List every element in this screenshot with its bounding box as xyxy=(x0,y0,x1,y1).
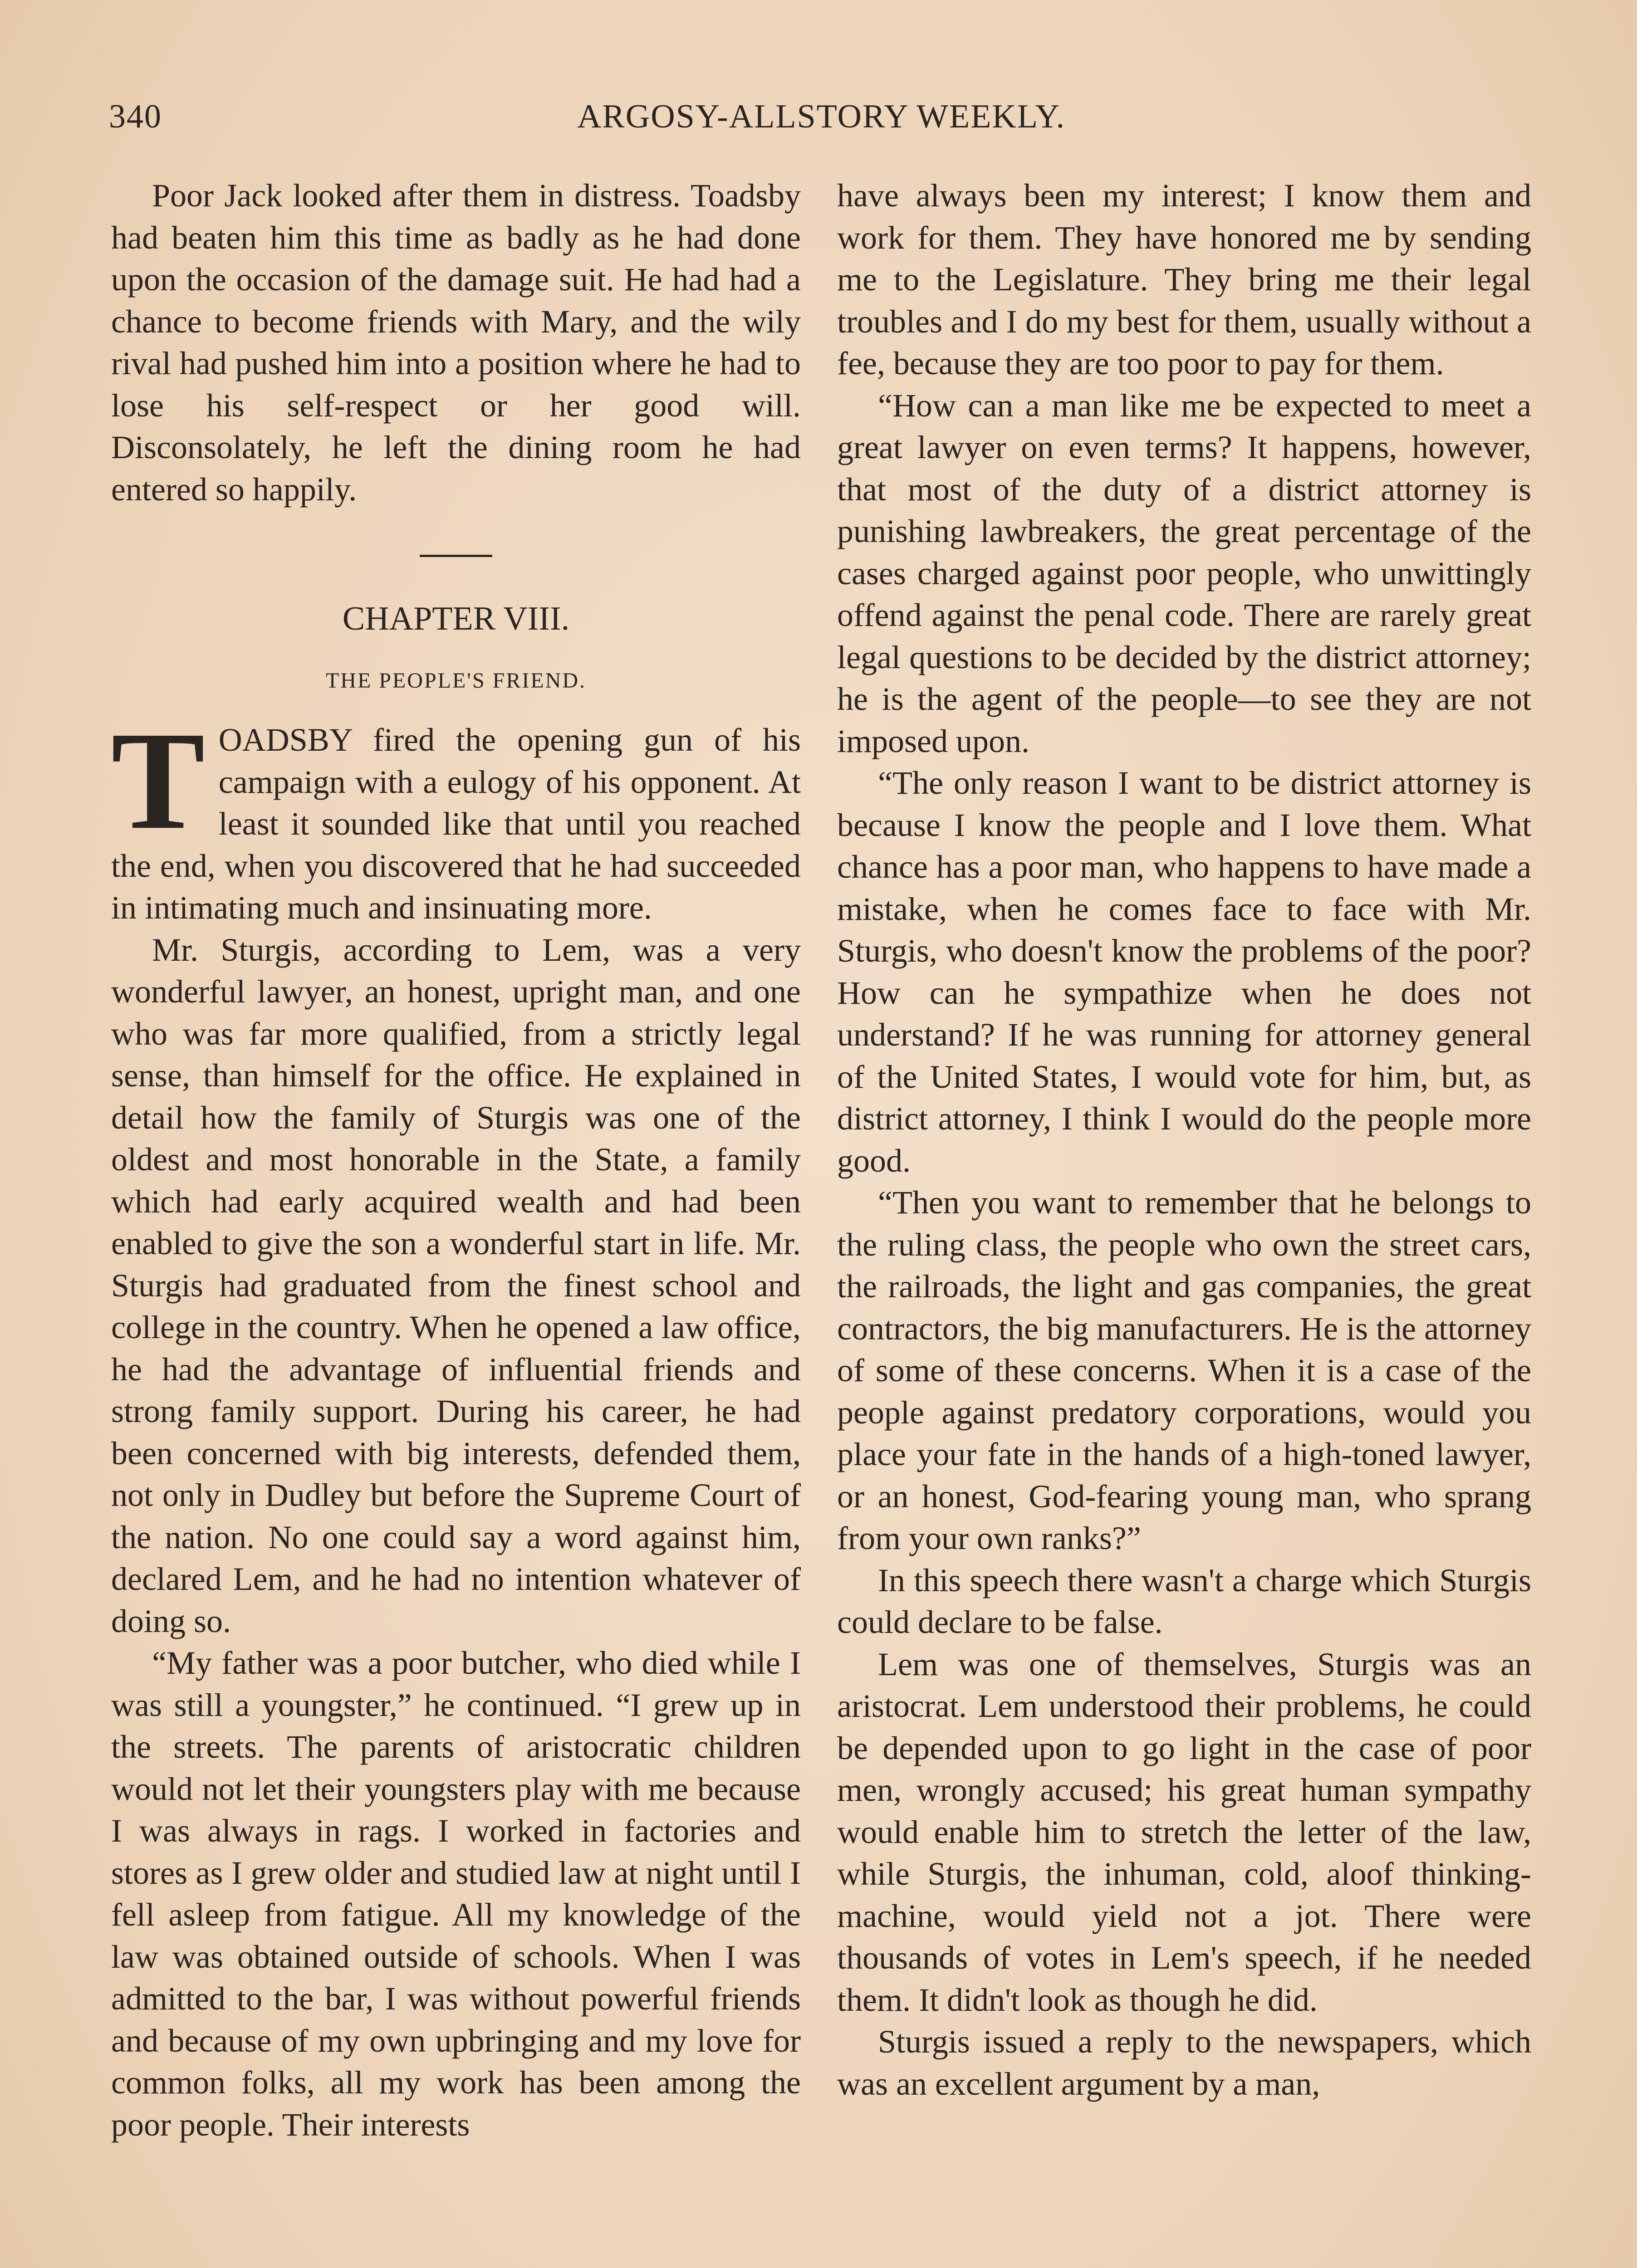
chapter-opening-paragraph xyxy=(111,703,801,929)
right-column xyxy=(837,175,1531,2105)
page-header xyxy=(109,98,1534,152)
paragraph: “My father was a poor butcher, who died while I was still a youngster,” he continued. “I grew up in the streets. The parents of aristocratic children would not let their youngsters play with me because I was always in rags. I worked in factories and stores as I grew older and studied law at night until I fell asleep from fatigue. All my knowledge of the law was obtained outside of schools. When I was admitted to the bar, I was without powerful friends and because of my own upbringing and my love for common folks, all my work has been among the poor people. Their interests xyxy=(111,1645,801,2143)
paragraph: Poor Jack looked after them in distress. Toadsby had beaten him this time as badly as he had done upon the occasion of the damage suit. He had had a chance to become friends with Mary, and the wily rival had pushed him into a position where he had to lose his self-respect or her good will. Disconsolately, he left the dining room he had entered so happily. xyxy=(111,177,801,508)
paragraph: Sturgis issued a reply to the newspapers, which was an excellent argument by a man, xyxy=(837,2024,1531,2102)
masthead-title: ARGOSY-ALLSTORY WEEKLY. xyxy=(577,98,1066,135)
chapter-title: CHAPTER VIII. xyxy=(342,600,570,637)
paragraph: “The only reason I want to be district attorney is because I know the people and I love them. What chance has a poor man, who happens to have made a mistake, when he comes face to face with Mr. Sturgis, who doesn't know the problems of the poor? How can he sympathize when he does not understand? If he was running for attorney general of the United States, I would vote for him, but, as district attorney, I think I would do the people more good. xyxy=(837,765,1531,1179)
paragraph: “How can a man like me be expected to meet a great lawyer on even terms? It happens, however, that most of the duty of a district attorney is punishing lawbreakers, the great percentage of the cases charged against poor people, who unwittingly offend against the penal code. There are rarely great legal questions to be decided by the district attorney; he is the agent of the people—to see they are not imposed upon. xyxy=(837,387,1531,759)
chapter-subtitle: THE PEOPLE'S FRIEND. xyxy=(325,669,586,693)
section-divider xyxy=(420,555,492,557)
paragraph: In this speech there wasn't a charge which Sturgis could declare to be false. xyxy=(837,1562,1531,1640)
page-number: 340 xyxy=(109,98,162,135)
paragraph: Lem was one of themselves, Sturgis was an aristocrat. Lem understood their problems, he could be depended upon to go light in the case of poor men, wrongly accused; his great human sympathy would enable him to stretch the letter of the law, while Sturgis, the inhuman, cold, aloof thinking-machine, would yield not a jot. There were thousands of votes in Lem's speech, if he needed them. It didn't look as though he did. xyxy=(837,1646,1531,2018)
continued-paragraph: have always been my interest; I know them and work for them. They have honored me by sending me to the Legislature. They bring me their legal troubles and I do my best for them, usually without a fee, because they are too poor to pay for them. xyxy=(837,177,1531,381)
paragraph: Mr. Sturgis, according to Lem, was a very wonderful lawyer, an honest, upright man, and one who was far more qualified, from a strictly legal sense, than himself for the office. He explained in detail how the family of Sturgis was one of the oldest and most honorable in the State, a family which had early acquired wealth and had been enabled to give the son a wonderful start in life. Mr. Sturgis had graduated from the finest school and college in the country. When he opened a law office, he had the advantage of influential friends and strong family support. During his career, he had been concerned with big interests, defended them, not only in Dudley but before the Supreme Court of the nation. No one could say a word against him, declared Lem, and he had no intention whatever of doing so. xyxy=(111,931,801,1639)
opening-text: OADSBY fired the opening gun of his campaign with a eulogy of his opponent. At least it sounded like that until you reached the end, when you discovered that he had succeeded in intimating much and insinuating more. xyxy=(111,722,801,926)
paragraph: “Then you want to remember that he belongs to the ruling class, the people who own the street cars, the railroads, the light and gas companies, the great contractors, the big manufacturers. He is the attorney of some of these concerns. When it is a case of the people against predatory corporations, would you place your fate in the hands of a high-toned lawyer, or an honest, God-fearing young man, who sprang from your own ranks?” xyxy=(837,1184,1531,1556)
left-column xyxy=(111,175,801,2146)
drop-cap: T xyxy=(111,703,205,859)
